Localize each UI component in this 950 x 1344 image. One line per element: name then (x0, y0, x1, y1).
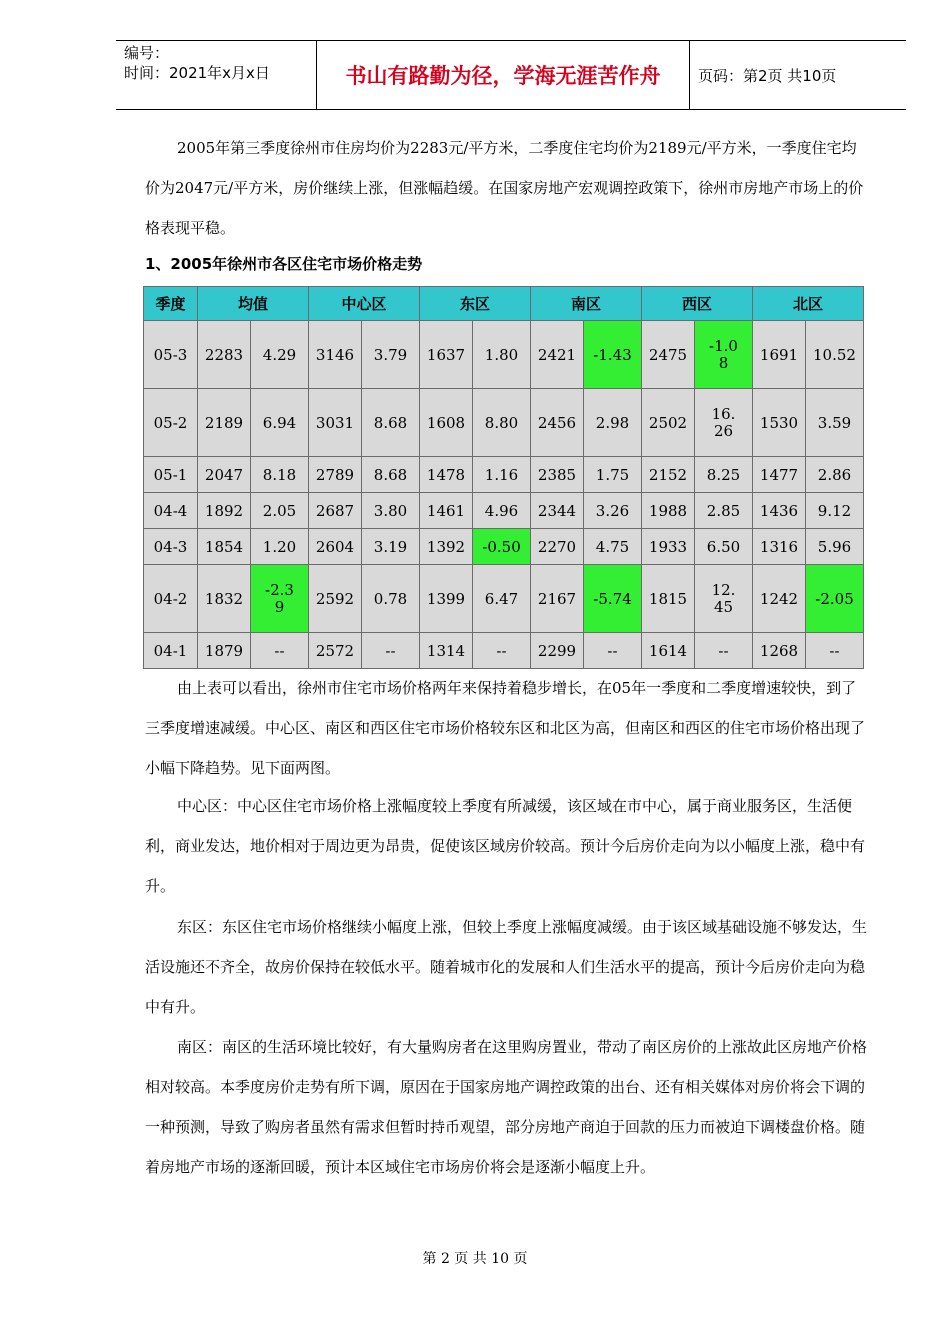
cell-value: 1608 (426, 413, 466, 432)
cell-value: 3.80 (373, 501, 408, 520)
table-cell-avg (198, 565, 251, 633)
cell-value: 2789 (315, 465, 355, 484)
cell-value: 4.75 (595, 537, 630, 556)
page-footer: 第 2 页 共 10 页 (422, 1251, 528, 1267)
east-district-paragraph: 东区：东区住宅市场价格继续小幅度上涨，但较上季度上涨幅度减缓。由于该区域基础设施不够发达，生活设施还不齐全，故房价保持在较低水平。随着城市化的发展和人们生活水平的提高，预计今后房价走向为稳中有升。 (145, 918, 868, 1016)
cell-value: 1691 (759, 345, 799, 364)
table-cell-south-pct (584, 529, 642, 565)
header-cell-center: 中心区 (309, 287, 420, 321)
cell-value: 4.29 (262, 345, 297, 364)
table-cell-season (144, 633, 198, 669)
cell-value: -- (607, 641, 618, 660)
cell-value: 2047 (204, 465, 244, 484)
cell-value: 1854 (204, 537, 244, 556)
table-row (144, 529, 864, 565)
header-cell-east: 东区 (420, 287, 531, 321)
cell-value: 04-4 (153, 501, 188, 520)
cell-value: 2502 (648, 413, 688, 432)
cell-value: 2167 (537, 589, 577, 608)
header-meta (124, 43, 314, 83)
cell-value: -- (829, 641, 840, 660)
time-label: 时间：2021年x月x日 (124, 64, 270, 82)
cell-value: 6.47 (484, 589, 519, 608)
table-cell-east-pct (473, 321, 531, 389)
cell-value: 2456 (537, 413, 577, 432)
cell-value: 05-2 (153, 413, 188, 432)
south-district-paragraph: 南区：南区的生活环境比较好，有大量购房者在这里购房置业，带动了南区房价的上涨故此区房地产价格相对较高。本季度房价走势有所下调，原因在于国家房地产调控政策的出台、还有相关媒体对房价将会下调的一种预测，导致了购房者虽然有需求但暂时持币观望，部分房地产商迫于回款的压力而被迫下调楼盘价格。随着房地产市场的逐渐回暖，预计本区域住宅市场房价将会是逐渐小幅度上升。 (145, 1038, 868, 1176)
table-cell-center (309, 493, 362, 529)
table-cell-west (642, 457, 695, 493)
cell-value: 1461 (426, 501, 466, 520)
cell-value: 04-2 (153, 589, 188, 608)
analysis-paragraph: 由上表可以看出，徐州市住宅市场价格两年来保持着稳步增长，在05年一季度和二季度增速较快，到了三季度增速减缓。中心区、南区和西区住宅市场价格较东区和北区为高，但南区和西区的住宅市场价格出现了小幅下降趋势。见下面两图。 (145, 679, 866, 777)
cell-value: 1268 (759, 641, 799, 660)
header-cell-north: 北区 (753, 287, 864, 321)
table-cell-east (420, 633, 473, 669)
center-district-paragraph: 中心区：中心区住宅市场价格上涨幅度较上季度有所减缓，该区域在市中心，属于商业服务区，生活便利，商业发达，地价相对于周边更为昂贵，促使该区域房价较高。预计今后房价走向为以小幅度上涨，稳中有升。 (145, 797, 866, 895)
table-cell-center (309, 565, 362, 633)
cell-value: 6.94 (262, 413, 297, 432)
cell-value: 2592 (315, 589, 355, 608)
table-cell-season (144, 457, 198, 493)
cell-value: -2.05 (815, 589, 854, 608)
cell-value: 0.78 (373, 589, 408, 608)
cell-value: 8.25 (706, 465, 741, 484)
table-cell-east (420, 389, 473, 457)
table-row (144, 633, 864, 669)
table-cell-west (642, 565, 695, 633)
cell-value: 2.98 (595, 413, 630, 432)
table-row (144, 457, 864, 493)
table-cell-west-pct (695, 565, 753, 633)
table-cell-west (642, 389, 695, 457)
table-cell-west-pct (695, 457, 753, 493)
cell-value: 2344 (537, 501, 577, 520)
header-motto: 书山有路勤为径，学海无涯苦作舟 (345, 64, 661, 88)
table-cell-south (531, 389, 584, 457)
header-cell-average: 均值 (198, 287, 309, 321)
table-cell-north-pct (806, 633, 864, 669)
table-cell-avg (198, 633, 251, 669)
cell-value: 1477 (759, 465, 799, 484)
table-header-row (144, 287, 864, 321)
table-cell-north (753, 493, 806, 529)
cell-value: 8.80 (484, 413, 519, 432)
table-cell-north-pct (806, 321, 864, 389)
table-cell-south (531, 321, 584, 389)
cell-value: 1614 (648, 641, 688, 660)
cell-value: 3.59 (817, 413, 852, 432)
table-cell-south (531, 565, 584, 633)
table-cell-south-pct (584, 633, 642, 669)
table-cell-west (642, 529, 695, 565)
cell-value: 2572 (315, 641, 355, 660)
table-cell-west-pct (695, 529, 753, 565)
header-divider (689, 41, 690, 109)
cell-value: 05-1 (153, 465, 188, 484)
cell-value: -5.74 (593, 589, 632, 608)
cell-value: 2604 (315, 537, 355, 556)
table-cell-south-pct (584, 321, 642, 389)
table-cell-east-pct (473, 633, 531, 669)
table-cell-avg-pct (251, 457, 309, 493)
cell-value: 2152 (648, 465, 688, 484)
cell-value: 04-1 (153, 641, 188, 660)
table-cell-center (309, 633, 362, 669)
table-cell-south-pct (584, 493, 642, 529)
cell-value: 1832 (204, 589, 244, 608)
cell-value: 2283 (204, 345, 244, 364)
table-cell-avg (198, 389, 251, 457)
table-cell-south-pct (584, 389, 642, 457)
table-row (144, 565, 864, 633)
table-cell-avg (198, 321, 251, 389)
table-cell-avg-pct (251, 321, 309, 389)
table-cell-west-pct (695, 493, 753, 529)
cell-value: 3.26 (595, 501, 630, 520)
cell-value: 2270 (537, 537, 577, 556)
table-cell-east (420, 565, 473, 633)
table-body (144, 321, 864, 669)
table-cell-season (144, 565, 198, 633)
table-cell-avg-pct (251, 493, 309, 529)
table-cell-east-pct (473, 457, 531, 493)
table-cell-north (753, 633, 806, 669)
cell-value: -- (385, 641, 396, 660)
cell-value: -1.43 (593, 345, 632, 364)
table-cell-center-pct (362, 633, 420, 669)
table-cell-season (144, 493, 198, 529)
cell-value: 1.75 (595, 465, 630, 484)
cell-value: 1988 (648, 501, 688, 520)
cell-value: -0.50 (482, 537, 521, 556)
header-cell-season: 季度 (144, 287, 198, 321)
table-cell-east (420, 493, 473, 529)
cell-value: 2.05 (262, 501, 297, 520)
table-cell-east (420, 457, 473, 493)
cell-value: 3.79 (373, 345, 408, 364)
table-cell-west (642, 321, 695, 389)
cell-value: 1.20 (262, 537, 297, 556)
table-cell-south (531, 457, 584, 493)
cell-value: 4.96 (484, 501, 519, 520)
cell-value: -1.08 (709, 336, 738, 372)
table-cell-south-pct (584, 565, 642, 633)
table-cell-east-pct (473, 565, 531, 633)
cell-value: 3031 (315, 413, 355, 432)
table-cell-east-pct (473, 493, 531, 529)
cell-value: 1399 (426, 589, 466, 608)
table-cell-center-pct (362, 565, 420, 633)
cell-value: 2687 (315, 501, 355, 520)
table-cell-avg-pct (251, 633, 309, 669)
table-cell-season (144, 389, 198, 457)
header-cell-south: 南区 (531, 287, 642, 321)
table-cell-north (753, 529, 806, 565)
cell-value: -- (496, 641, 507, 660)
table-cell-north-pct (806, 457, 864, 493)
table-cell-avg (198, 493, 251, 529)
cell-value: 1892 (204, 501, 244, 520)
cell-value: 1637 (426, 345, 466, 364)
table-cell-west-pct (695, 321, 753, 389)
cell-value: 1879 (204, 641, 244, 660)
cell-value: 16.26 (711, 404, 736, 440)
table-cell-avg (198, 529, 251, 565)
table-cell-avg-pct (251, 389, 309, 457)
table-cell-east (420, 529, 473, 565)
cell-value: 2.85 (706, 501, 741, 520)
number-label: 编号： (124, 44, 170, 62)
page-header (116, 40, 906, 110)
section-heading: 1、2005年徐州市各区住宅市场价格走势 (145, 255, 423, 273)
cell-value: -2.39 (265, 580, 294, 616)
cell-value: 1530 (759, 413, 799, 432)
cell-value: 10.52 (813, 345, 856, 364)
table-cell-south (531, 493, 584, 529)
table-cell-north-pct (806, 529, 864, 565)
cell-value: 5.96 (817, 537, 852, 556)
cell-value: 1815 (648, 589, 688, 608)
cell-value: 2385 (537, 465, 577, 484)
table-cell-avg-pct (251, 565, 309, 633)
cell-value: 2189 (204, 413, 244, 432)
table-cell-avg (198, 457, 251, 493)
table-cell-north-pct (806, 389, 864, 457)
table-cell-east (420, 321, 473, 389)
table-cell-north (753, 389, 806, 457)
price-table (143, 286, 864, 669)
table-row (144, 321, 864, 389)
cell-value: 2299 (537, 641, 577, 660)
cell-value: 6.50 (706, 537, 741, 556)
table-cell-west (642, 633, 695, 669)
cell-value: 04-3 (153, 537, 188, 556)
table-cell-center (309, 389, 362, 457)
cell-value: -- (718, 641, 729, 660)
table-cell-center-pct (362, 529, 420, 565)
cell-value: 1933 (648, 537, 688, 556)
cell-value: 8.18 (262, 465, 297, 484)
cell-value: 05-3 (153, 345, 188, 364)
table-cell-center (309, 457, 362, 493)
table-cell-south (531, 529, 584, 565)
cell-value: 9.12 (817, 501, 852, 520)
table-cell-center-pct (362, 493, 420, 529)
cell-value: 2421 (537, 345, 577, 364)
table-cell-center-pct (362, 389, 420, 457)
cell-value: 2.86 (817, 465, 852, 484)
table-cell-north-pct (806, 565, 864, 633)
intro-paragraph: 2005年第三季度徐州市住房均价为2283元/平方米，二季度住宅均价为2189元/平方米，一季度住宅均价为2047元/平方米，房价继续上涨，但涨幅趋缓。在国家房地产宏观调控政策下，徐州市房地产市场上的价格表现平稳。 (145, 139, 864, 237)
cell-value: 1392 (426, 537, 466, 556)
table-cell-center (309, 529, 362, 565)
cell-value: 1.16 (484, 465, 519, 484)
cell-value: 1314 (426, 641, 466, 660)
cell-value: 8.68 (373, 413, 408, 432)
table-cell-center (309, 321, 362, 389)
table-cell-season (144, 321, 198, 389)
table-cell-west-pct (695, 389, 753, 457)
cell-value: 2475 (648, 345, 688, 364)
header-page-info: 页码：第2页 共10页 (698, 66, 837, 85)
cell-value: 1436 (759, 501, 799, 520)
table-cell-west-pct (695, 633, 753, 669)
table-cell-avg-pct (251, 529, 309, 565)
cell-value: 12.45 (711, 580, 736, 616)
cell-value: 3146 (315, 345, 355, 364)
cell-value: 1316 (759, 537, 799, 556)
table-cell-center-pct (362, 457, 420, 493)
cell-value: 1478 (426, 465, 466, 484)
table-cell-north (753, 565, 806, 633)
table-cell-center-pct (362, 321, 420, 389)
header-cell-west: 西区 (642, 287, 753, 321)
table-cell-east-pct (473, 529, 531, 565)
table-cell-east-pct (473, 389, 531, 457)
table-cell-season (144, 529, 198, 565)
cell-value: 1.80 (484, 345, 519, 364)
cell-value: 1242 (759, 589, 799, 608)
table-cell-south (531, 633, 584, 669)
table-cell-north (753, 457, 806, 493)
cell-value: 3.19 (373, 537, 408, 556)
table-row (144, 493, 864, 529)
table-row (144, 389, 864, 457)
table-cell-north-pct (806, 493, 864, 529)
cell-value: -- (274, 641, 285, 660)
table-cell-south-pct (584, 457, 642, 493)
table-cell-west (642, 493, 695, 529)
cell-value: 8.68 (373, 465, 408, 484)
table-cell-north (753, 321, 806, 389)
